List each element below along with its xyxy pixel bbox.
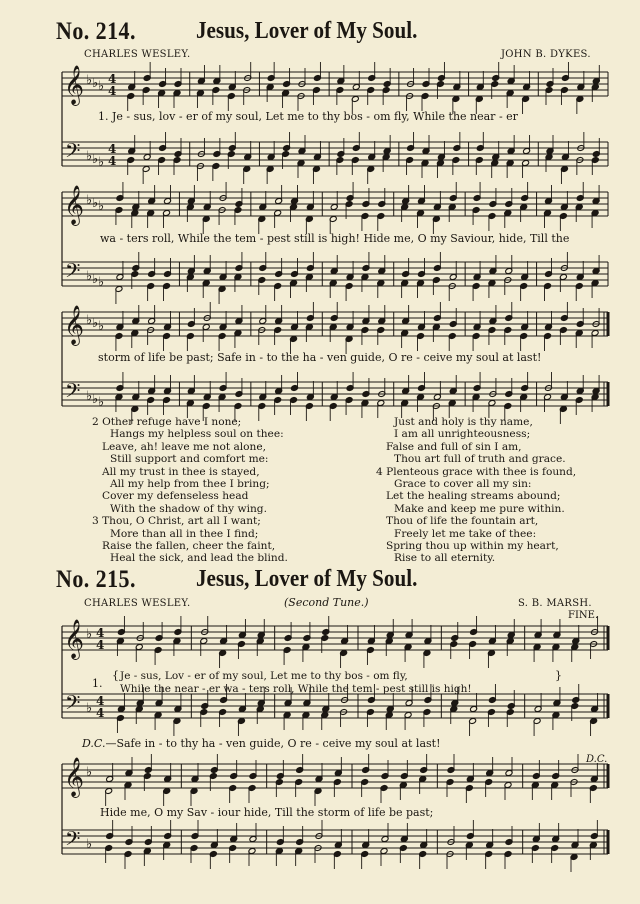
flat-sign: ♭ <box>86 149 93 164</box>
flat-sign: ♭ <box>92 76 99 91</box>
verse-line: All my trust in thee is stayed, <box>102 465 260 478</box>
verse-line: I am all unrighteousness; <box>394 428 531 441</box>
verse-line: Spring thou up within my heart, <box>386 540 559 553</box>
tune-subtitle: (Second Tune.) <box>284 596 369 609</box>
hymn-215-header <box>0 566 640 596</box>
treble-clef: 𝄞 <box>64 757 85 797</box>
time-signature-bottom: 4 <box>96 706 105 720</box>
lyric-line-1: 1. Je - sus, lov - er of my soul, Let me to thy bos - om fly, While the near - er <box>98 110 518 123</box>
words-credit: CHARLES WESLEY. <box>84 598 191 609</box>
flat-sign: ♭ <box>86 73 93 88</box>
lyric-line-3: storm of life be past; Safe in - to the ha - ven guide, O re - ceive my soul at last! <box>98 351 542 364</box>
bass-clef: 𝄢 <box>65 691 81 719</box>
flat-sign: ♭ <box>98 155 105 170</box>
verse-line: 3 Thou, O Christ, art all I want; <box>92 515 261 528</box>
verse-line: Still support and comfort me: <box>110 453 269 466</box>
verse-line: With the shadow of thy wing. <box>110 502 267 515</box>
bass-clef: 𝄢 <box>65 379 81 407</box>
verse-line: More than all in thee I find; <box>110 527 259 540</box>
hymn-title: Jesus, Lover of My Soul. <box>196 18 418 44</box>
music-credit: JOHN B. DYKES. <box>501 49 591 60</box>
treble-clef: 𝄞 <box>64 185 85 225</box>
flat-sign: ♭ <box>86 765 93 780</box>
hymn-number: No. 214. <box>56 18 136 45</box>
flat-sign: ♭ <box>92 392 99 407</box>
bass-clef: 𝄢 <box>65 139 81 167</box>
verse-line: Hangs my helpless soul on thee: <box>110 428 284 441</box>
verse-line: Cover my defenseless head <box>102 490 249 503</box>
verse-line: False and full of sin I am, <box>386 440 522 453</box>
verse-line: Rise to all eternity. <box>394 552 496 565</box>
verse-line: Let the healing streams abound; <box>386 490 561 503</box>
treble-clef: 𝄞 <box>64 619 85 659</box>
verse-line: 2 Other refuge have I none; <box>92 416 242 428</box>
bass-clef: 𝄢 <box>65 827 81 855</box>
hymn-number: No. 215. <box>56 566 136 593</box>
flat-sign: ♭ <box>86 313 93 328</box>
flat-sign: ♭ <box>92 196 99 211</box>
verses-left-column <box>92 416 288 565</box>
time-signature-bottom: 4 <box>96 638 105 652</box>
verse-line: Thou of life the fountain art, <box>386 515 539 528</box>
flat-sign: ♭ <box>92 316 99 331</box>
fine-mark: FINE. <box>568 610 599 621</box>
time-signature-top: 4 <box>96 626 105 640</box>
lyric-line-2: Hide me, O my Sav - iour hide, Till the storm of life be past; <box>100 806 434 819</box>
time-signature-bottom: 4 <box>108 154 117 168</box>
verse-number: 1. <box>92 677 103 690</box>
dc-label: D.C. <box>82 737 106 750</box>
verses-right-column <box>376 416 576 565</box>
time-signature-top: 4 <box>96 694 105 708</box>
flat-sign: ♭ <box>98 199 105 214</box>
verse-line: All my help from thee I bring; <box>110 478 270 491</box>
time-signature-bottom: 4 <box>108 84 117 98</box>
treble-clef: 𝄞 <box>64 305 85 345</box>
brace-right: } <box>555 669 562 682</box>
brace-left: { <box>112 669 119 682</box>
flat-sign: ♭ <box>98 319 105 334</box>
treble-clef: 𝄞 <box>64 65 85 105</box>
flat-sign: ♭ <box>86 701 93 716</box>
flat-sign: ♭ <box>86 389 93 404</box>
flat-sign: ♭ <box>98 79 105 94</box>
flat-sign: ♭ <box>98 395 105 410</box>
dc-mark: D.C. <box>586 754 608 765</box>
flat-sign: ♭ <box>98 275 105 290</box>
verse-line: Heal the sick, and lead the blind. <box>110 552 288 565</box>
verse-line: Grace to cover all my sin: <box>394 478 532 491</box>
lyric-line-2: wa - ters roll, While the tem - pest still is high! Hide me, O my Saviour, hide, Till the <box>100 232 570 245</box>
verse-line: Just and holy is thy name, <box>394 416 533 428</box>
time-signature-top: 4 <box>108 72 117 86</box>
music-credit: S. B. MARSH. <box>518 598 592 609</box>
flat-sign: ♭ <box>92 152 99 167</box>
verse-line: Raise the fallen, cheer the faint, <box>102 540 276 553</box>
words-credit: CHARLES WESLEY. <box>84 49 191 60</box>
lyric-line-1a: Je - sus, Lov - er of my soul, Let me to thy bos - om fly, <box>120 670 408 682</box>
verse-line: Leave, ah! leave me not alone, <box>102 440 267 453</box>
flat-sign: ♭ <box>92 272 99 287</box>
flat-sign: ♭ <box>86 627 93 642</box>
verse-line: Make and keep me pure within. <box>394 502 565 515</box>
hymn-title: Jesus, Lover of My Soul. <box>196 566 418 592</box>
flat-sign: ♭ <box>86 837 93 852</box>
verse-line: Thou art full of truth and grace. <box>394 453 566 466</box>
dc-lyric-line: D.C.—Safe in - to thy ha - ven guide, O re - ceive my soul at last! <box>82 737 441 750</box>
bass-clef: 𝄢 <box>65 259 81 287</box>
verse-line: 4 Plenteous grace with thee is found, <box>376 465 577 478</box>
time-signature-top: 4 <box>108 142 117 156</box>
flat-sign: ♭ <box>86 193 93 208</box>
flat-sign: ♭ <box>86 269 93 284</box>
verse-line: Freely let me take of thee: <box>394 527 537 540</box>
dc-text: Safe in - to thy ha - ven guide, O re - ceive my soul at last! <box>116 737 441 750</box>
lyric-line-1b: While the near - er wa - ters roll, While the tem - pest still is high! <box>120 683 472 695</box>
